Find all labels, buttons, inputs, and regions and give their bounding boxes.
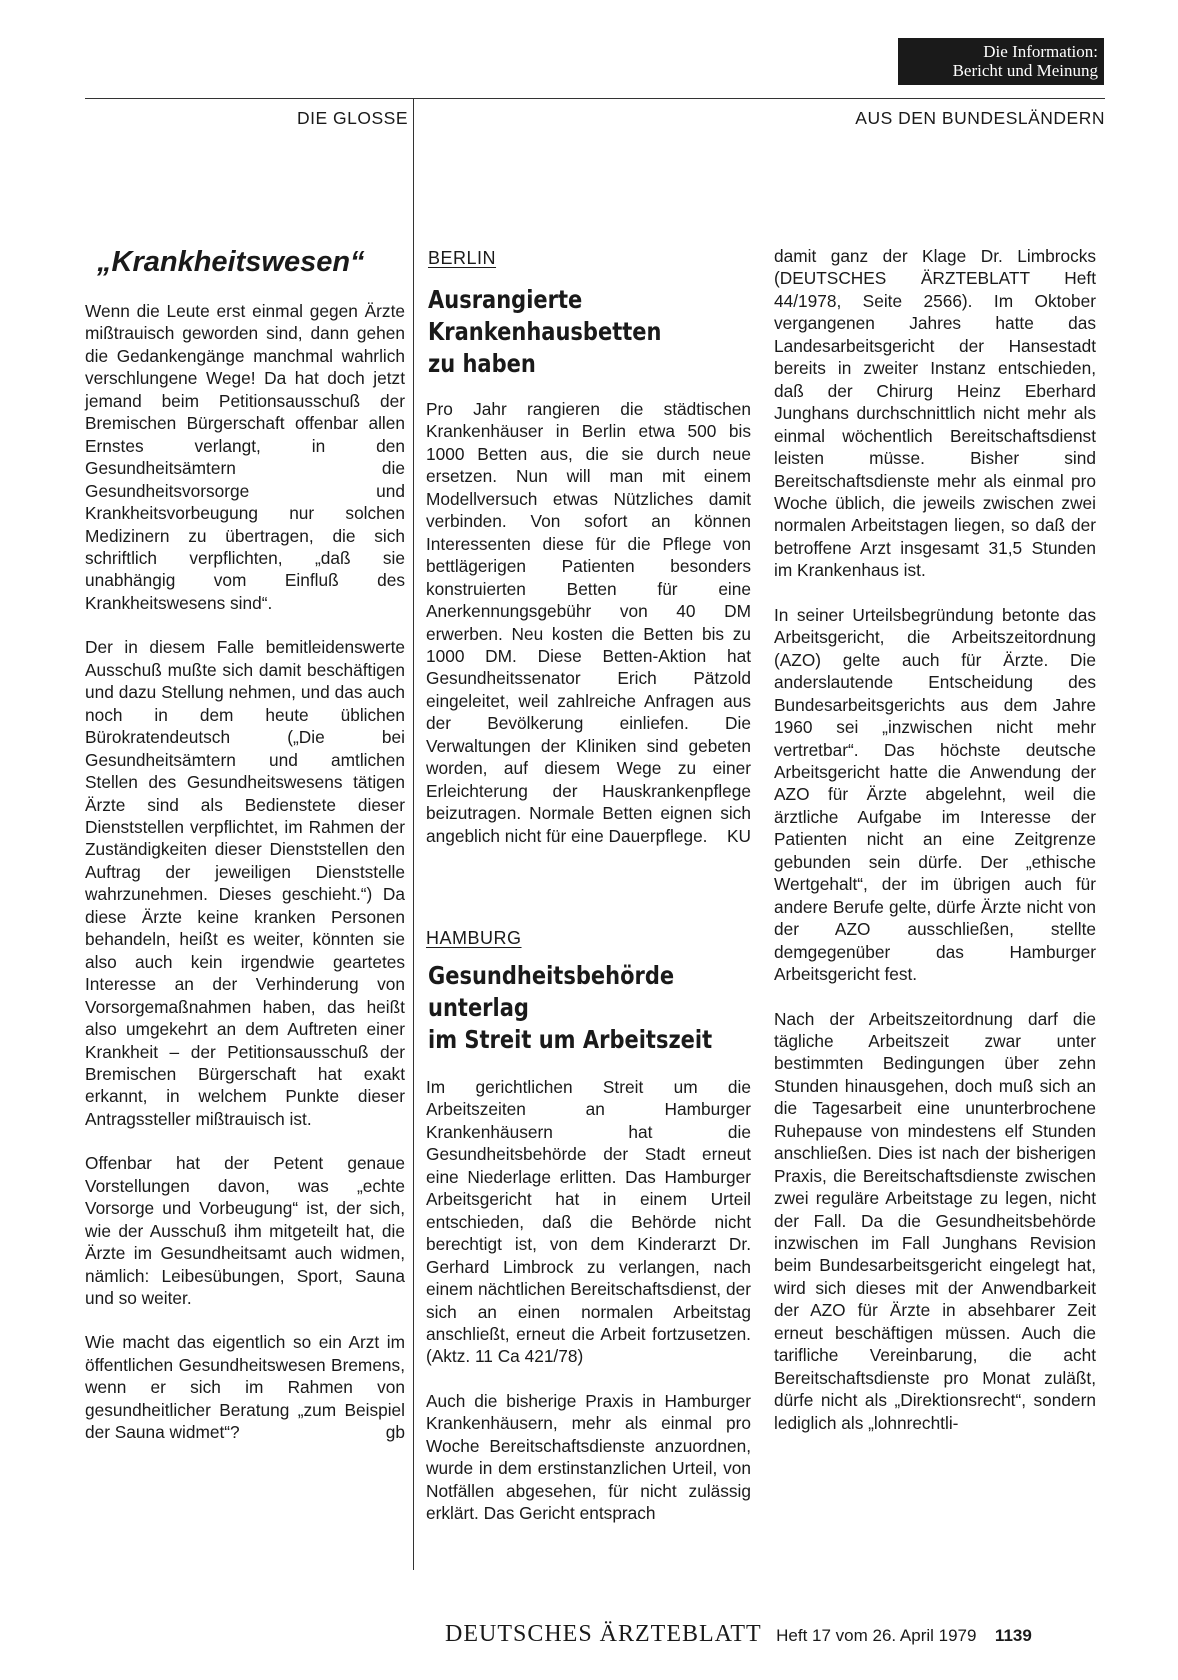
section-label-glosse: DIE GLOSSE xyxy=(296,108,408,128)
headline-line: Gesundheitsbehörde xyxy=(428,961,675,990)
page-footer xyxy=(445,1621,1032,1648)
headline-line: im Streit um Arbeitszeit xyxy=(428,1025,713,1054)
berlin-signature: KU xyxy=(726,825,751,846)
berlin-text: Pro Jahr rangieren die städtischen Krankenhäuser in Berlin etwa 500 bis 1000 Betten aus, die sie durch neue ersetzen. Nun will man mit einem Modellversuch etwas Nützliches damit verbinden. Von sofort an können Interessenten diese für die Pflege von bettlägerigen Patienten besonders konstruierten Betten für eine Anerkennungsgebühr von 40 DM erwerben. Neu kosten die Betten bis zu 1000 DM. Diese Betten-Aktion hat Gesundheitssenator Erich Pätzold eingeleitet, weil zahlreiche Anfragen aus der Bevölkerung einliefen. Die Verwaltungen der Kliniken sind gebeten worden, auf diesem Wege zu einer Erleichterung der Hauskrankenpflege beizutragen. Normale Betten eignen sich angeblich nicht für eine Dauerpflege. xyxy=(426,399,751,846)
glosse-body xyxy=(85,300,405,1466)
masthead: DEUTSCHES ÄRZTEBLATT xyxy=(445,1621,762,1647)
issue-info: Heft 17 vom 26. April 1979 xyxy=(776,1626,977,1645)
berlin-headline xyxy=(428,284,661,380)
region-hamburg: HAMBURG xyxy=(426,928,522,948)
headline-line: Ausrangierte xyxy=(428,285,583,314)
glosse-paragraph: Der in diesem Falle bemitleidenswerte Ausschuß mußte sich damit beschäftigen und dazu Stellung nehmen, und das auch noch in dem heute üblichen Bürokratendeutsch („Die bei Gesundheitsämtern und amtlichen Stellen des Gesundheitswesens tätigen Ärzte sind als Bedienstete dieser Dienststellen verpflichtet, im Rahmen der Zuständigkeiten dieser Dienststellen den Auftrag der jeweiligen Dienststelle wahrzunehmen. Dieses geschieht.“) Da diese Ärzte keine kranken Personen behandeln, heißt es weiter, könnten sie also auch kein irgendwie geartetes Interesse an der Verhinderung von Vorsorgemaßnahmen haben, das heißt also umgekehrt an dem Auftreten einer Krankheit – der Petitionsausschuß der Bremischen Bürgerschaft hat exakt erkannt, in welchem Punkte dieser Antragssteller mißtrauisch ist. xyxy=(85,637,405,1129)
hamburg-headline xyxy=(428,960,712,1056)
region-berlin: BERLIN xyxy=(428,248,497,268)
headline-line: Krankenhausbetten xyxy=(428,317,662,346)
header-rule xyxy=(85,98,1105,99)
headline-line: unterlag xyxy=(428,993,529,1022)
glosse-paragraph: Offenbar hat der Petent genaue Vorstellungen davon, was „echte Vorsorge und Vorbeugung“ ist, der sich, wie der Ausschuß ihm mitgeteilt hat, die Ärzte im Gesundheitsamt auch widmen, nämlich: Leibesübungen, Sport, Sauna und so weiter. xyxy=(85,1153,405,1309)
headline-line: zu haben xyxy=(428,349,536,378)
glosse-paragraph: Wenn die Leute erst einmal gegen Ärzte mißtrauisch geworden sind, dann gehen die Gedankengänge manchmal wahrlich verschlungene Wege! Da hat doch jetzt jemand beim Petitionsausschuß der Bremischen Bürgerschaft offenbar allen Ernstes verlangt, in den Gesundheitsämtern die Gesundheitsvorsorge und Krankheitsvorbeugung nur solchen Medizinern zu übertragen, die sich schriftlich verpflichten, „daß sie unabhängig vom Einfluß des Krankheitswesens sind“. xyxy=(85,301,405,613)
section-label-bundeslaender: AUS DEN BUNDESLÄNDERN xyxy=(855,108,1105,128)
badge-line-2: Bericht und Meinung xyxy=(952,61,1098,80)
column-divider xyxy=(413,98,414,1570)
glosse-title: „Krankheitswesen“ xyxy=(97,246,365,278)
glosse-paragraph xyxy=(85,1331,405,1443)
hamburg-paragraph: Im gerichtlichen Streit um die Arbeitszeiten an Hamburger Krankenhäusern hat die Gesundheitsbehörde der Stadt erneut eine Niederlage erlitten. Das Hamburger Arbeitsgericht hat in einem Urteil entschieden, daß die Behörde nicht berechtigt ist, von dem Kinderarzt Dr. Gerhard Limbrock zu verlangen, nach einem nächtlichen Bereitschaftsdienst, der sich an einen normalen Arbeitstag anschließt, erneut die Arbeit fortzusetzen. (Aktz. 11 Ca 421/78) xyxy=(426,1077,751,1367)
hamburg-paragraph: In seiner Urteilsbegründung betonte das Arbeitsgericht, die Arbeitszeitordnung (AZO) gelte auch für Ärzte. Die anderslautende Entscheidung des Bundesarbeitsgerichts aus dem Jahre 1960 sei „inzwischen nicht mehr vertretbar“. Das höchste deutsche Arbeitsgericht hatte die Anwendung der AZO für Ärzte abgelehnt, weil die ärztliche Aufgabe im Interesse der Patienten nicht an eine Zeitgrenze gebunden sein dürfe. Der „ethische Wertgehalt“, der im übrigen auch für andere Berufe gelte, dürfe Ärzte nicht von der AZO ausschließen, stellte demgegenüber das Hamburger Arbeitsgericht fest. xyxy=(774,604,1096,985)
hamburg-body-continued xyxy=(774,245,1096,1456)
berlin-body xyxy=(426,398,751,869)
hamburg-body xyxy=(426,1076,751,1547)
glosse-signature: gb xyxy=(385,1422,405,1443)
hamburg-paragraph: damit ganz der Klage Dr. Limbrocks (DEUTSCHES ÄRZTEBLATT Heft 44/1978, Seite 2566). Im Oktober vergangenen Jahres hatte das Landesarbeitsgericht der Hansestadt bereits in zweiter Instanz entschieden, daß der Chirurg Heinz Eberhard Junghans durchschnittlich nicht mehr als einmal wöchentlich Bereitschaftsdienst leisten müsse. Bisher sind Bereitschaftsdienste mehr als einmal pro Woche üblich, die jeweils zwischen zwei normalen Arbeitstagen liegen, so daß der betroffene Arzt insgesamt 31,5 Stunden im Krankenhaus ist. xyxy=(774,246,1096,581)
page-number: 1139 xyxy=(994,1626,1032,1645)
hamburg-paragraph: Auch die bisherige Praxis in Hamburger Krankenhäusern, mehr als einmal pro Woche Bereitschaftsdienste anzuordnen, wurde in dem erstinstanzlichen Urteil, von Notfällen abgesehen, für nicht zulässig erklärt. Das Gericht entsprach xyxy=(426,1390,751,1524)
badge-line-1: Die Information: xyxy=(983,42,1098,61)
glosse-last-text: Wie macht das eigentlich so ein Arzt im öffentlichen Gesundheitswesen Bremens, wenn er sich im Rahmen von gesundheitlicher Beratung „zum Beispiel der Sauna widmet“? xyxy=(85,1332,405,1443)
section-badge xyxy=(898,38,1104,85)
berlin-paragraph xyxy=(426,398,751,847)
hamburg-paragraph: Nach der Arbeitszeitordnung darf die tägliche Arbeitszeit zwar unter bestimmten Bedingungen über zehn Stunden hinausgehen, doch muß sich an die Tagesarbeit eine ununterbrochene Ruhepause von mindestens elf Stunden anschließen. Dies ist nach der bisherigen Praxis, die Bereitschaftsdienste zwischen zwei reguläre Arbeitstage zu legen, nicht der Fall. Da die Gesundheitsbehörde inzwischen im Fall Junghans Revision beim Bundesarbeitsgericht eingelegt hat, wird sich dieses mit der Anwendbarkeit der AZO für Ärzte in absehbarer Zeit erneut beschäftigen müssen. Auch die tarifliche Vereinbarung, die acht Bereitschaftsdienste pro Monat zuläßt, dürfe nicht als „Direktionsrecht“, sondern lediglich als „lohnrechtli- xyxy=(774,1008,1096,1433)
